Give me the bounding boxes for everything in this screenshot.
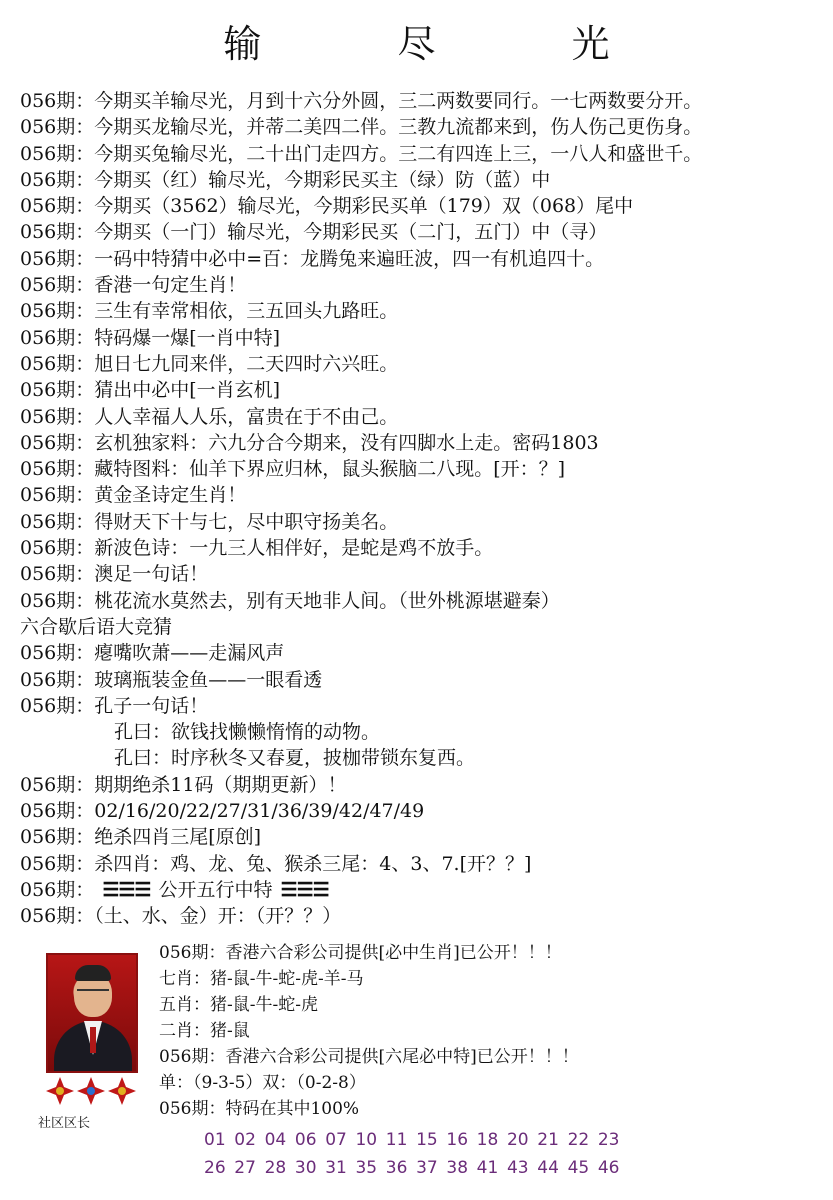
- number-cell: 37: [416, 1158, 438, 1178]
- info-line: 单：（9-3-5）双：（0-2-8）: [159, 1073, 366, 1093]
- info-line: 056期：特码在其中100%: [159, 1099, 360, 1119]
- trigram-bars-left: ☰☰☰: [102, 878, 151, 901]
- wuxing-text: 公开五行中特: [158, 878, 273, 901]
- text-line: 056期：孔子一句话！: [20, 694, 209, 717]
- text-line: 056期：今期买龙输尽光，并蒂二美四二伴。三教九流都来到，伤人伤己更伤身。: [20, 116, 703, 139]
- section-heading: 六合歇后语大竞猜: [20, 615, 173, 638]
- text-line: 056期：玄机独家料：六九分合今期来，没有四脚水上走。密码1803: [20, 431, 599, 454]
- number-cell: 16: [446, 1130, 469, 1150]
- text-line: 056期：桃花流水莫然去，别有天地非人间。（世外桃源堪避秦）: [20, 589, 560, 612]
- text-line: 056期：今期买（3562）输尽光，今期彩民买单（179）双（068）尾中: [20, 195, 634, 218]
- portrait-photo: [46, 953, 138, 1073]
- number-cell: 31: [325, 1158, 347, 1178]
- info-block: [159, 940, 819, 1122]
- wuxing-prefix: 056期：: [20, 878, 95, 901]
- kongzi-line: 孔曰：时序秋冬又春夏，披枷带锁东复西。: [114, 747, 476, 770]
- text-line: 056期：得财天下十与七，尽中职守扬美名。: [20, 510, 399, 533]
- number-cell: 27: [234, 1158, 256, 1178]
- numbers-row: [204, 1154, 664, 1182]
- text-line: 056期：期期绝杀11码（期期更新）！: [20, 773, 347, 796]
- numbers-row: [204, 1126, 664, 1154]
- number-cell: 36: [385, 1158, 408, 1178]
- text-line: 056期：猜出中必中[一肖玄机]: [20, 379, 281, 402]
- page-title: 输 尽 光: [223, 22, 672, 66]
- number-cell: 22: [567, 1130, 590, 1150]
- portrait-caption: 社区区长: [37, 1116, 90, 1131]
- special-numbers: [204, 1126, 664, 1182]
- bottom-section: [0, 940, 833, 1200]
- medals: [46, 1077, 138, 1117]
- text-line: 056期：人人幸福人人乐，富贵在于不由己。: [20, 405, 399, 428]
- info-line: 五肖：猪-鼠-牛-蛇-虎: [159, 995, 318, 1015]
- text-line: 056期：绝杀四肖三尾[原创]: [20, 826, 262, 849]
- number-cell: 43: [506, 1158, 529, 1178]
- portrait-block: [46, 953, 138, 1073]
- number-cell: 02: [234, 1130, 256, 1150]
- text-line: 056期：一码中特猜中必中=百：龙腾兔来遍旺波，四一有机追四十。: [20, 247, 605, 270]
- text-line: 056期：新波色诗：一九三人相伴好，是蛇是鸡不放手。: [20, 537, 494, 560]
- text-line: 056期：瘪嘴吹萧——走漏风声: [20, 642, 285, 665]
- info-line: 056期：香港六合彩公司提供[必中生肖]已公开！！！: [159, 943, 562, 963]
- number-cell: 18: [476, 1130, 499, 1150]
- number-cell: 45: [567, 1158, 590, 1178]
- info-line: 二肖：猪-鼠: [159, 1021, 250, 1041]
- text-line: 056期：今期买兔输尽光，二十出门走四方。三二有四连上三，一八人和盛世千。: [20, 142, 703, 165]
- wuxing-line: [20, 877, 825, 903]
- number-cell: 20: [506, 1130, 529, 1150]
- text-line: 056期：杀四肖：鸡、龙、兔、猴杀三尾：4、3、7.[开？？]: [20, 852, 532, 875]
- number-cell: 30: [294, 1158, 317, 1178]
- number-cell: 46: [597, 1158, 620, 1178]
- number-cell: 26: [204, 1158, 226, 1178]
- number-cell: 11: [385, 1130, 408, 1150]
- medal-icon: [46, 1077, 74, 1105]
- number-cell: 28: [264, 1158, 287, 1178]
- text-line: 056期：（土、水、金）开：（开？？）: [20, 905, 342, 928]
- info-line: 七肖：猪-鼠-牛-蛇-虎-羊-马: [159, 969, 364, 989]
- number-cell: 23: [597, 1130, 620, 1150]
- kongzi-line: 孔曰：欲钱找懒懒惰惰的动物。: [114, 721, 381, 744]
- number-cell: 41: [476, 1158, 499, 1178]
- number-cell: 07: [325, 1130, 347, 1150]
- number-cell: 06: [294, 1130, 317, 1150]
- medal-icon: [77, 1077, 105, 1105]
- kill-numbers-line: 056期：02/16/20/22/27/31/36/39/42/47/49: [20, 800, 425, 823]
- text-line: 056期：澳足一句话！: [20, 563, 209, 586]
- text-line: 056期：今期买（红）输尽光，今期彩民买主（绿）防（蓝）中: [20, 168, 551, 191]
- info-line: 056期：香港六合彩公司提供[六尾必中特]已公开！！！: [159, 1047, 579, 1067]
- trigram-bars-right: ☰☰☰: [280, 878, 329, 901]
- number-cell: 01: [204, 1130, 226, 1150]
- text-line: 056期：玻璃瓶装金鱼——一眼看透: [20, 668, 323, 691]
- text-line: 056期：黄金圣诗定生肖！: [20, 484, 247, 507]
- text-line: 056期：今期买（一门）输尽光，今期彩民买（二门，五门）中（寻）: [20, 221, 608, 244]
- text-line: 056期：今期买羊输尽光，月到十六分外圆，三二两数要同行。一七两数要分开。: [20, 90, 703, 112]
- text-line: 056期：旭日七九同来伴，二天四时六兴旺。: [20, 352, 399, 375]
- number-cell: 21: [537, 1130, 559, 1150]
- number-cell: 04: [264, 1130, 287, 1150]
- text-line: 056期：香港一句定生肖！: [20, 274, 247, 297]
- medal-icon: [108, 1077, 136, 1105]
- number-cell: 15: [416, 1130, 438, 1150]
- main-text-block: [20, 88, 825, 930]
- text-line: 056期：三生有幸常相依，三五回头九路旺。: [20, 300, 399, 323]
- number-cell: 10: [355, 1130, 378, 1150]
- text-line: 056期：特码爆一爆[一肖中特]: [20, 326, 281, 349]
- text-line: 056期：藏特图料：仙羊下界应归林，鼠头猴脑二八现。[开：？]: [20, 458, 566, 481]
- number-cell: 35: [355, 1158, 378, 1178]
- number-cell: 44: [537, 1158, 559, 1178]
- number-cell: 38: [446, 1158, 469, 1178]
